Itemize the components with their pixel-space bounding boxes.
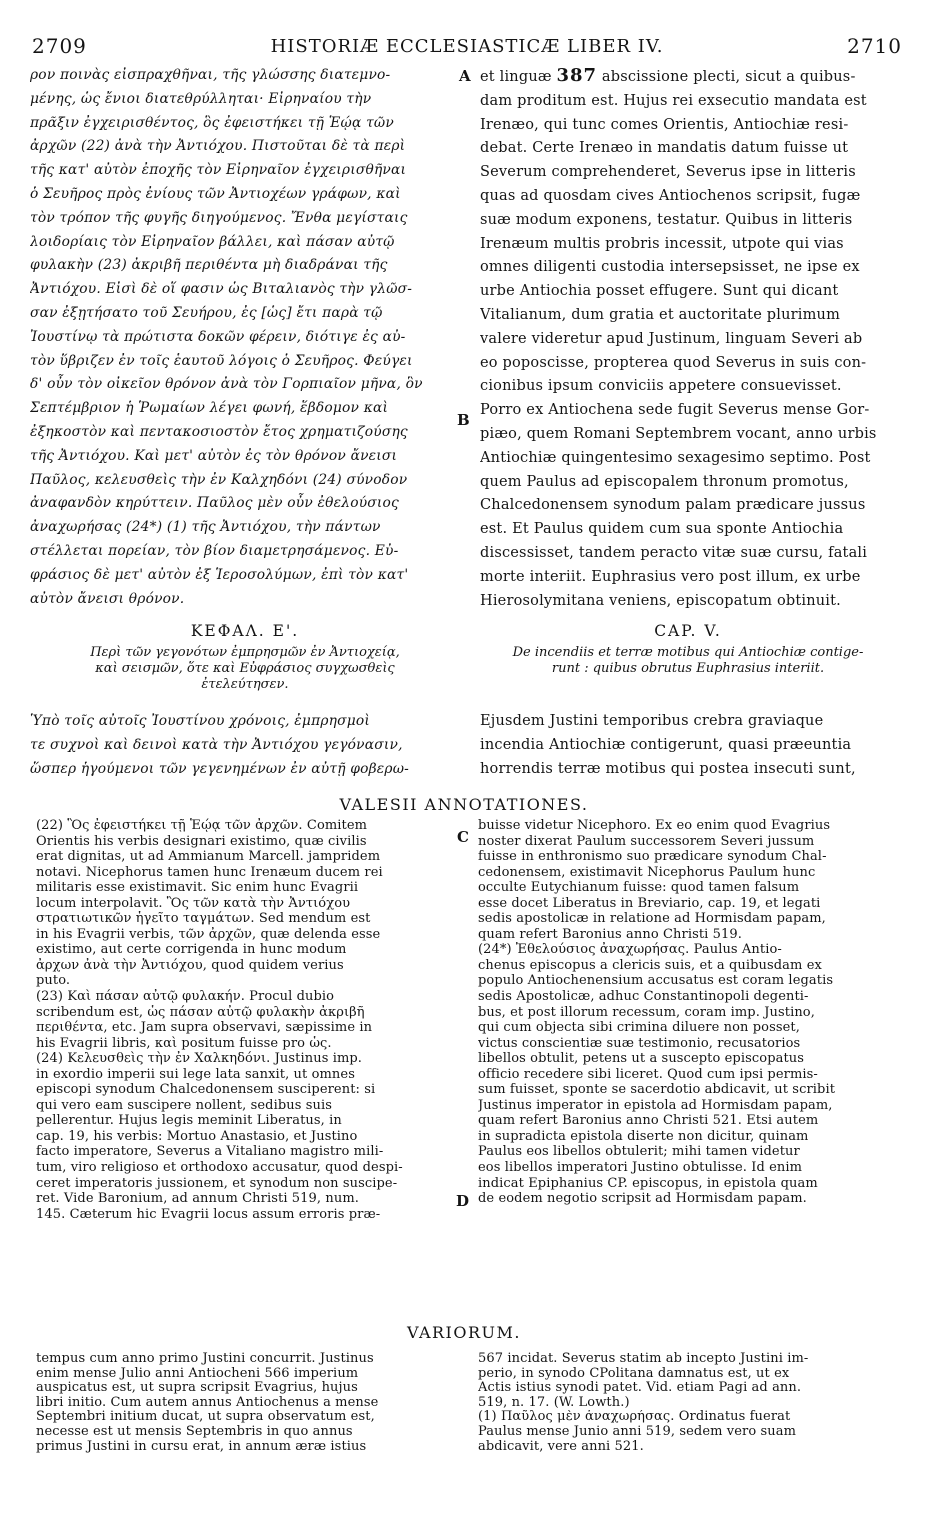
page-number-right: 2710 (847, 34, 902, 58)
variorum-line: tempus cum anno primo Justini concurrit. Justinus (36, 1352, 374, 1366)
annotation-line: de eodem negotio scripsit ad Hormisdam papam. (478, 1191, 807, 1207)
greek-text-line: τῆς Ἀντιόχου. Καὶ μετ' αὐτὸν ἐς τὸν θρόνον ἄνεισι (30, 447, 398, 464)
greek-text-line: αὐτὸν ἄνεισι θρόνον. (30, 590, 185, 607)
greek-chapter-title (30, 645, 460, 693)
annotation-line: sedis Apostolicæ, adhuc Constantinopoli degenti- (478, 989, 809, 1005)
annotation-line: victus conscientiæ suæ testimonio, recusatorios (478, 1035, 801, 1051)
latin-text-line: Irenæum multis probris incessit, utpote qui vias (480, 235, 844, 252)
annotation-line: qui vero eam suscipere nollent, sedibus suis (36, 1097, 332, 1113)
latin-chapter-title-line: De incendiis et terræ motibus qui Antiochiæ contige- (512, 645, 864, 660)
greek-chapter-title-line: Περὶ τῶν γεγονότων ἐμπρησμῶν ἐν Ἀντιοχείᾳ, (90, 645, 400, 660)
annotation-line: in supradicta epistola diserte non dicitur, quinam (478, 1128, 809, 1144)
annotation-line: puto. (36, 973, 71, 989)
greek-text-line: μένης, ὡς ἔνιοι διατεθρύλληται· Εἰρηναίου τὴν (30, 90, 372, 107)
latin-text-line: suæ modum exponens, testatur. Quibus in litteris (480, 211, 853, 228)
greek-text-line: Παῦλος, κελευσθεὶς τὴν ἐν Καλχηδόνι (24) σύνοδον (30, 471, 408, 488)
latin-text-line: quem Paulus ad episcopalem thronum promotus, (480, 473, 849, 490)
greek-text-line: ἀρχῶν (22) ἀνὰ τὴν Ἀντιόχου. Πιστοῦται δὲ τὰ περὶ (30, 138, 406, 155)
annotation-line: buisse videtur Nicephoro. Ex eo enim quod Evagrius (478, 818, 831, 833)
latin-text-line: horrendis terræ motibus qui postea insecuti sunt, (480, 760, 856, 777)
greek-text-line: Ἰουστίνῳ τὰ πρώτιστα δοκῶν φέρειν, διότιγε ἐς αὐ- (30, 328, 406, 345)
annotation-line: sum fuisset, sponte se sacerdotio abdicavit, ut scribit (478, 1082, 836, 1098)
annotation-line: erat dignitas, ut ad Ammianum Marcell. jampridem (36, 849, 381, 865)
annotation-line: scribendum est, ὡς πάσαν αὐτῷ φυλακὴν ἀκριβῆ (36, 1004, 365, 1020)
annotation-line: Justinus imperator in epistola ad Hormisdam papam, (478, 1097, 833, 1113)
annotation-line: in his Evagrii verbis, τῶν ἀρχῶν, quæ delenda esse (36, 926, 381, 942)
annotation-line: in exordio imperii sui lege lata sanxit, ut omnes (36, 1066, 355, 1082)
variorum-line: libri initio. Cum autem annus Antiochenus a mense (36, 1395, 379, 1410)
annotation-line: officio recedere sibi liceret. Quod cum ipsi permis- (478, 1066, 818, 1082)
annotation-line: locum interpolavit. Ὃς τῶν κατὰ τὴν Ἀντιόχου (36, 895, 351, 911)
latin-text-line: Severum comprehenderet, Severus ipse in litteris (480, 164, 856, 181)
latin-text-line: debat. Certe Irenæo in mandatis datum fuisse ut (480, 140, 849, 157)
latin-text-line: discessisset, tandem peracto vitæ suæ cursu, fatali (480, 544, 868, 561)
annotation-line: libellos obtulit, petens ut a suscepto episcopatus (478, 1051, 805, 1067)
greek-text-line: ἀναχωρήσας (24*) (1) τῆς Ἀντιόχου, τὴν πάντων (30, 519, 381, 536)
annotation-line: ἀρχων ἀνὰ τὴν Ἀντιόχου, quod quidem verius (36, 957, 344, 973)
annotation-line: (24) Κελευσθεὶς τὴν ἐν Χαλκηδόνι. Justinus imp. (36, 1051, 363, 1067)
latin-chapter-heading: CAP. V. (654, 622, 722, 640)
annotation-line: ceret imperatoris jussionem, et synodum non suscipe- (36, 1175, 398, 1191)
greek-text-line: λοιδορίαις τὸν Εἰρηναῖον βάλλει, καὶ πάσαν αὐτῷ (30, 233, 395, 250)
annotation-line: περιθέντα, etc. Jam supra observavi, sæpissime in (36, 1020, 373, 1036)
latin-text-line: incendia Antiochiæ contigerunt, quasi præeuntia (480, 736, 852, 753)
greek-text-line: σαν ἐξῃτήσατο τοῦ Σευήρου, ἐς [ὡς] ἔτι παρὰ τῷ (30, 304, 383, 321)
annotation-line: facto imperatore, Severus a Vitaliano magistro mili- (36, 1144, 384, 1160)
page-number-left: 2709 (32, 34, 87, 58)
valesii-heading: VALESII ANNOTATIONES. (339, 795, 589, 814)
annotation-line: episcopi synodum Chalcedonensem susciperent: si (36, 1082, 376, 1098)
latin-text-line: Chalcedonensem synodum palam prædicare jussus (480, 497, 866, 514)
running-title: HISTORIÆ ECCLESIASTICÆ LIBER IV. (270, 36, 664, 57)
variorum-line: (1) Παῦλος μὲν ἀναχωρήσας. Ordinatus fuerat (478, 1410, 791, 1425)
annotation-line: sedis apostolicæ in relatione ad Hormisdam papam, (478, 911, 826, 927)
valesii-notes-right (478, 818, 902, 1207)
greek-chapter-heading: ΚΕΦΑΛ. Ε'. (190, 622, 300, 640)
annotation-line: noster dixerat Paulum successorem Severi jussum (478, 833, 815, 849)
annotation-line: (22) Ὃς ἐφειστήκει τῇ Ἑῴᾳ τῶν ἀρχῶν. Comitem (36, 818, 368, 833)
greek-text-line: Ἀντιόχου. Εἰσὶ δὲ οἵ φασιν ὡς Βιταλιανὸς τὴν γλῶσ- (30, 281, 413, 298)
latin-text-line: Ejusdem Justini temporibus crebra graviaque (480, 713, 824, 729)
variorum-notes-left (36, 1352, 460, 1454)
annotation-line: indicat Epiphanius CP. episcopus, in epistola quam (478, 1175, 818, 1191)
page-stamp: 387 (556, 65, 598, 86)
annotation-line: Paulus eos libellos obtulerit; mihi tamen videtur (478, 1144, 800, 1160)
variorum-line: primus Justini in cursu erat, in annum æræ istius (36, 1439, 367, 1454)
greek-chapter-body (30, 710, 458, 781)
latin-text-line: Vitalianum, dum gratia et auctoritate plurimum (480, 306, 841, 323)
greek-text-line: τὸν ὕβριζεν ἐν τοῖς ἑαυτοῦ λόγοις ὁ Σευῆρος. Φεύγει (30, 352, 413, 369)
greek-text-line: ἐξηκοστὸν καὶ πεντακοσιοστὸν ἔτος χρηματιζούσης (30, 423, 408, 440)
annotation-line: chenus episcopus a clericis suis, et a quibusdam ex (478, 957, 822, 973)
variorum-line: auspicatus est, ut supra scripsit Evagrius, hujus (36, 1381, 358, 1396)
latin-text-line: eo poposcisse, propterea quod Severus in suis con- (480, 354, 867, 371)
variorum-heading: VARIORUM. (406, 1323, 521, 1342)
latin-text-line: Porro ex Antiochena sede fugit Severus mense Gor- (480, 402, 870, 419)
annotation-line: existimo, aut certe corrigenda in hunc modum (36, 942, 347, 958)
latin-text-column (480, 64, 900, 613)
annotation-line: (24*) Ἐθελούσιος ἀναχωρήσας. Paulus Antio- (478, 942, 782, 958)
variorum-line: Septembri initium ducat, ut supra observatum est, (36, 1410, 375, 1425)
annotation-line: his Evagrii libris, καὶ positum fuisse pro ὡς. (36, 1035, 332, 1051)
margin-marker-a: A (459, 67, 471, 85)
greek-chapter-title-line: ἐτελεύτησεν. (201, 677, 289, 692)
greek-text-line: τῆς κατ' αὐτὸν ἐποχῆς τὸν Εἰρηναῖον ἐγχειρισθῆναι (30, 162, 407, 179)
latin-text-line: valere videretur apud Justinum, linguam Severi ab (480, 330, 863, 347)
annotation-line: (23) Καὶ πάσαν αὐτῷ φυλακήν. Procul dubio (36, 989, 335, 1005)
greek-text-line: ὁ Σευῆρος πρὸς ἐνίους τῶν Ἀντιοχέων γράφων, καὶ (30, 185, 401, 202)
variorum-line: Actis istius synodi patet. Vid. etiam Pagi ad ann. (478, 1381, 802, 1396)
latin-chapter-title (478, 645, 898, 677)
latin-text-line: dam proditum est. Hujus rei exsecutio mandata est (480, 92, 867, 109)
annotation-line: esse docet Liberatus in Breviario, cap. 19, et legati (478, 895, 821, 911)
annotation-line: 145. Cæterum hic Evagrii locus assum erroris præ- (36, 1206, 381, 1222)
latin-chapter-title-line: runt : quibus obrutus Euphrasius interiit. (551, 661, 825, 676)
margin-marker-d: D (456, 1192, 470, 1210)
annotation-line: cap. 19, his verbis: Mortuo Anastasio, et Justino (36, 1128, 358, 1144)
variorum-line: Paulus mense Junio anni 519, sedem vero suam (478, 1424, 797, 1439)
greek-text-line: φυλακὴν (23) ἀκριβῆ περιθέντα μὴ διαδράναι τῆς (30, 257, 388, 274)
latin-text-line: morte interiit. Euphrasius vero post illum, ex urbe (480, 568, 861, 585)
annotation-line: cedonensem, existimavit Nicephorus Paulum hunc (478, 864, 816, 880)
greek-text-line: δ' οὖν τὸν οἰκεῖον θρόνον ἀνὰ τὸν Γορπιαῖον μῆνα, ὃν (30, 376, 423, 393)
latin-text-line: cionibus ipsum conviciis appetere consuevisset. (480, 378, 842, 395)
annotation-line: fuisse in enthronismo suo prædicare synodum Chal- (478, 849, 827, 865)
valesii-notes-left (36, 818, 460, 1222)
greek-text-line: ρον ποινὰς εἰσπραχθῆναι, τῆς γλώσσης διατεμνο- (30, 67, 391, 83)
latin-text-line: et linguæ 387 abscissione plecti, sicut a quibus- (480, 65, 856, 86)
latin-text-line: urbe Antiochia posset effugere. Sunt qui dicant (480, 283, 839, 300)
latin-text-line: omnes diligenti custodia intersepsisset, ne ipse ex (480, 259, 860, 276)
greek-text-line: τὸν τρόπον τῆς φυγῆς διηγούμενος. Ἔνθα μεγίσταις (30, 209, 408, 226)
latin-text-line: Antiochiæ quingentesimo sexagesimo septimo. Post (480, 449, 871, 466)
greek-text-line: ἀναφανδὸν κηρύττειν. Παῦλος μὲν οὖν ἐθελούσιος (30, 495, 399, 512)
latin-text-line: piæo, quem Romani Septembrem vocant, anno urbis (480, 425, 877, 442)
greek-text-line: Ὑπὸ τοῖς αὐτοῖς Ἰουστίνου χρόνοις, ἐμπρησμοὶ (30, 713, 371, 729)
latin-text-line: est. Et Paulus quidem cum sua sponte Antiochia (480, 521, 844, 538)
greek-text-line: ὥσπερ ἡγούμενοι τῶν γεγενημένων ἐν αὐτῇ φοβερω- (30, 760, 410, 777)
latin-text-line: Hierosolymitana veniens, episcopatum obtinuit. (480, 592, 841, 609)
annotation-line: eos libellos imperatori Justino obtulisse. Id enim (478, 1160, 803, 1176)
latin-text-line: Irenæo, qui tunc comes Orientis, Antiochiæ resi- (480, 116, 849, 133)
greek-text-line: στέλλεται πορείαν, τὸν βίον διαμετρησάμενος. Εὐ- (30, 542, 399, 559)
annotation-line: bus, et post illorum recessum, coram imp. Justino, (478, 1004, 815, 1020)
margin-marker-b: B (457, 411, 470, 429)
variorum-line: necesse est ut mensis Septembris in quo annus (36, 1424, 353, 1439)
variorum-line: enim mense Julio anni Antiocheni 566 imperium (36, 1366, 359, 1381)
variorum-line: 567 incidat. Severus statim ab incepto Justini im- (478, 1352, 809, 1366)
variorum-line: abdicavit, vere anni 521. (478, 1439, 644, 1454)
latin-chapter-body (480, 710, 900, 781)
annotation-line: στρατιωτικῶν ἡγεῖτο ταγμάτων. Sed mendum est (36, 911, 371, 927)
greek-text-column (30, 64, 458, 611)
annotation-line: qui cum objecta sibi crimina diluere non posset, (478, 1020, 800, 1036)
annotation-line: notavi. Nicephorus tamen hunc Irenæum ducem rei (36, 864, 383, 880)
margin-marker-c: C (457, 828, 469, 846)
annotation-line: populo Antiochenensium accusatus est coram legatis (478, 973, 834, 989)
annotation-line: ret. Vide Baronium, ad annum Christi 519, num. (36, 1191, 359, 1207)
annotation-line: Orientis his verbis designari existimo, quæ civilis (36, 833, 367, 849)
annotation-line: militaris esse existimavit. Sic enim hunc Evagrii (36, 880, 359, 896)
greek-chapter-title-line: καὶ σεισμῶν, ὅτε καὶ Εὐφράσιος συγχωσθεὶς (95, 661, 395, 676)
annotation-line: pellerentur. Hujus legis meminit Liberatus, in (36, 1113, 342, 1129)
variorum-line: 519, n. 17. (W. Lowth.) (478, 1395, 630, 1410)
latin-text-line: quas ad quosdam cives Antiochenos scripsit, fugæ (480, 187, 861, 204)
annotation-line: quam refert Baronius anno Christi 521. Etsi autem (478, 1113, 819, 1129)
annotation-line: quam refert Baronius anno Christi 519. (478, 926, 743, 942)
annotation-line: occulte Eutychianum fuisse: quod tamen falsum (478, 880, 800, 896)
greek-text-line: Σεπτέμβριον ἡ Ῥωμαίων λέγει φωνή, ἕβδομον καὶ (30, 400, 389, 417)
annotation-line: tum, viro religioso et orthodoxo accusatur, quod despi- (36, 1160, 403, 1176)
greek-text-line: φράσιος δὲ μετ' αὐτὸν ἐξ Ἱεροσολύμων, ἐπὶ τὸν κατ' (30, 566, 409, 583)
greek-text-line: τε συχνοὶ καὶ δεινοὶ κατὰ τὴν Ἀντιόχου γεγόνασιν, (30, 736, 403, 753)
greek-text-line: πρᾶξιν ἐγχειρισθέντος, ὃς ἐφειστήκει τῇ Ἑῴᾳ τῶν (30, 114, 394, 131)
variorum-line: perio, in synodo CPolitana damnatus est, ut ex (478, 1366, 790, 1381)
running-header (32, 34, 902, 60)
variorum-notes-right (478, 1352, 902, 1454)
